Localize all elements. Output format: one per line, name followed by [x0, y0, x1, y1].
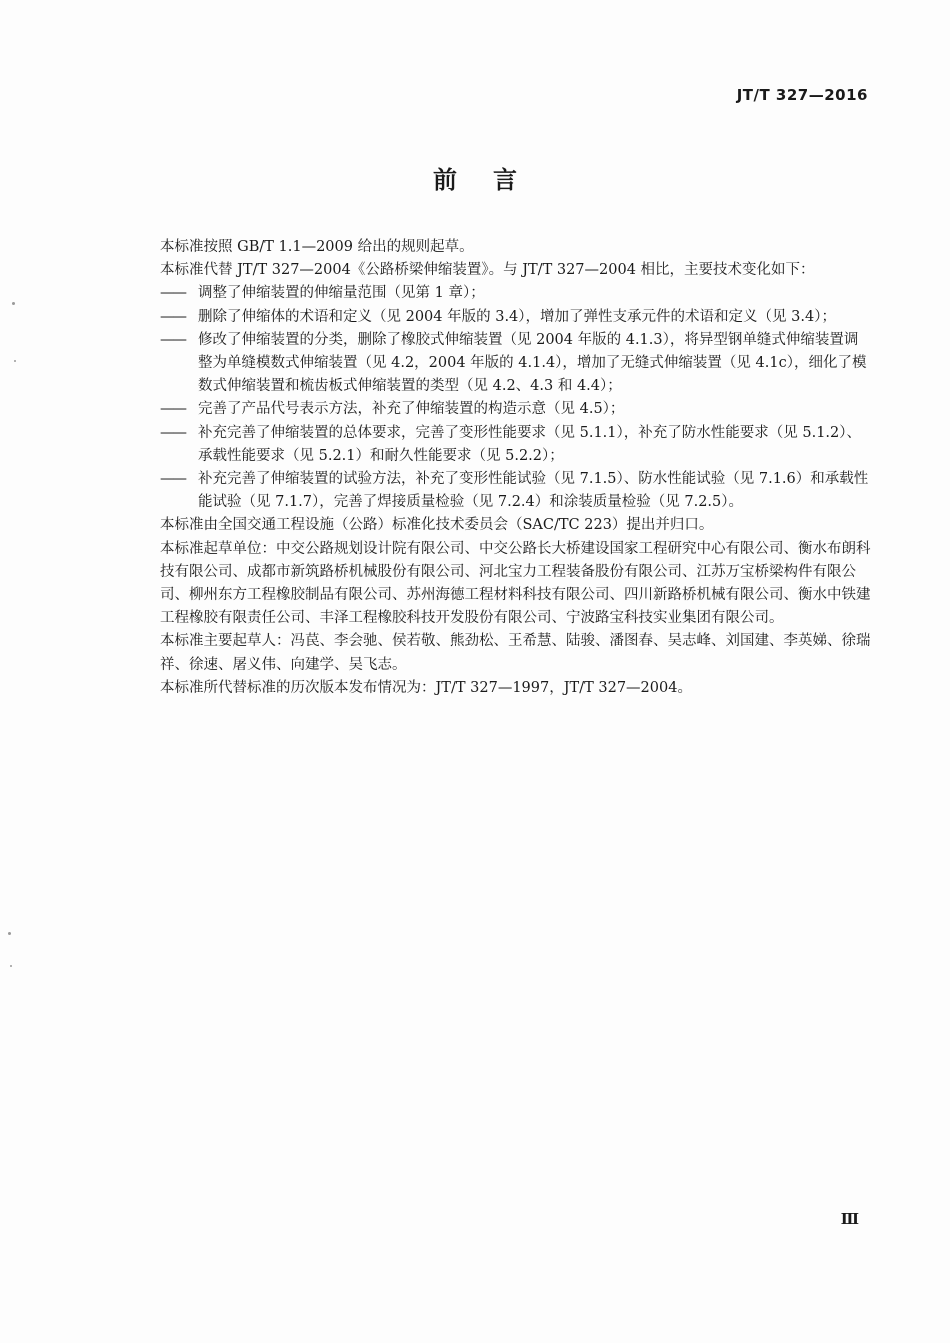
- change-item-text: 修改了伸缩装置的分类，删除了橡胶式伸缩装置（见 2004 年版的 4.1.3），将异型钢单缝式伸缩装置调整为单缝模数式伸缩装置（见 4.2，2004 年版的 4.1.4），增加了无缝式伸缩装置（见 4.1c），细化了模数式伸缩装置和梳齿板式伸缩装置的类型（见 4.2、4.3 和 4.4）；: [198, 331, 867, 395]
- change-item: [160, 468, 872, 514]
- dash-marker: ——: [160, 401, 185, 418]
- change-item-text: 补充完善了伸缩装置的总体要求，完善了变形性能要求（见 5.1.1），补充了防水性能要求（见 5.1.2）、承载性能要求（见 5.2.1）和耐久性能要求（见 5.2.2）；: [198, 424, 862, 464]
- paragraph-replacement: 本标准代替 JT/T 327—2004《公路桥梁伸缩装置》。与 JT/T 327—2004 相比，主要技术变化如下：: [160, 262, 815, 279]
- change-item: [160, 329, 872, 399]
- paragraph-drafters: 本标准主要起草人：冯苠、李会驰、侯若敬、熊劲松、王希慧、陆骏、潘图春、吴志峰、刘国建、李英娣、徐瑞祥、徐速、屠义伟、向建学、吴飞志。: [160, 633, 871, 673]
- dash-marker: ——: [160, 471, 185, 488]
- foreword-body: [160, 236, 872, 700]
- scan-speck: [8, 932, 11, 935]
- change-item-text: 删除了伸缩体的术语和定义（见 2004 年版的 3.4），增加了弹性支承元件的术语和定义（见 3.4）；: [198, 308, 836, 325]
- change-item-text: 完善了产品代号表示方法，补充了伸缩装置的构造示意（见 4.5）；: [198, 401, 625, 418]
- page-title: 前言: [433, 166, 553, 194]
- scan-speck: [12, 302, 15, 305]
- change-item: [160, 422, 872, 468]
- change-item: [160, 398, 872, 421]
- change-item-text: 调整了伸缩装置的伸缩量范围（见第 1 章）；: [198, 285, 485, 302]
- paragraph-edition-history: 本标准所代替标准的历次版本发布情况为：JT/T 327—1997，JT/T 327—2004。: [160, 679, 692, 696]
- paragraph-drafting-units: 本标准起草单位：中交公路规划设计院有限公司、中交公路长大桥建设国家工程研究中心有限公司、衡水布朗科技有限公司、成都市新筑路桥机械股份有限公司、河北宝力工程装备股份有限公司、江苏万宝桥梁构件有限公司、柳州东方工程橡胶制品有限公司、苏州海德工程材料科技有限公司、四川新路桥机械有限公司、衡水中铁建工程橡胶有限责任公司、丰泽工程橡胶科技开发股份有限公司、宁波路宝科技实业集团有限公司。: [160, 540, 871, 627]
- change-item: [160, 306, 872, 329]
- dash-marker: ——: [160, 331, 185, 348]
- change-item-text: 补充完善了伸缩装置的试验方法，补充了变形性能试验（见 7.1.5）、防水性能试验（见 7.1.6）和承载性能试验（见 7.1.7），完善了焊接质量检验（见 7.2.4）和涂装质量检验（见 7.2.5）。: [198, 471, 869, 511]
- paragraph-proposer: 本标准由全国交通工程设施（公路）标准化技术委员会（SAC/TC 223）提出并归口。: [160, 517, 714, 534]
- paragraph-drafting-rules: 本标准按照 GB/T 1.1—2009 给出的规则起草。: [160, 239, 474, 255]
- scan-speck: [14, 360, 16, 362]
- change-item: [160, 282, 872, 305]
- page-number: Ⅲ: [840, 1210, 858, 1228]
- dash-marker: ——: [160, 424, 185, 441]
- standard-code: JT/T 327—2016: [736, 86, 868, 104]
- scan-speck: [10, 965, 12, 967]
- dash-marker: ——: [160, 308, 185, 325]
- dash-marker: ——: [160, 285, 185, 302]
